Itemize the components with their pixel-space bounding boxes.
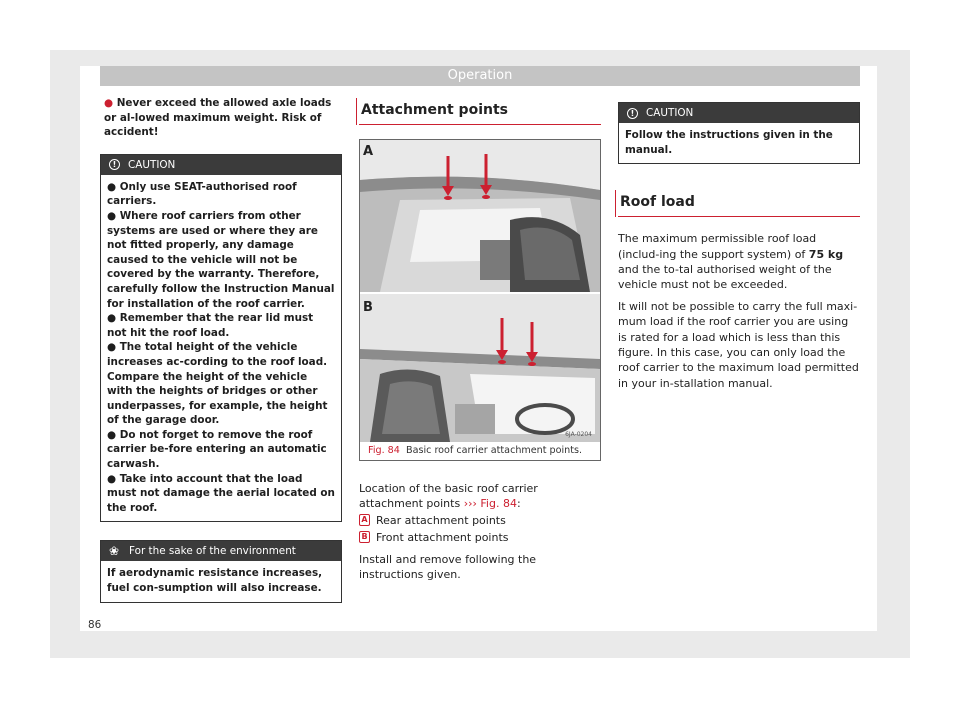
caution-item: ● Do not forget to remove the roof carrier be-fore entering an automatic carwash. bbox=[107, 428, 327, 471]
figure-reference-link[interactable]: ››› Fig. 84 bbox=[463, 497, 517, 511]
right-caution-box bbox=[618, 102, 860, 164]
roof-load-heading: Roof load bbox=[618, 188, 860, 217]
section-header: Operation bbox=[100, 66, 860, 86]
right-caution-header bbox=[619, 103, 859, 123]
caution-icon: ! bbox=[627, 108, 638, 119]
roof-load-para1: The maximum permissible roof load (includ-ing the support system) of 75 kg and the to-tal authorised weight of the vehicle must not be exceeded. bbox=[618, 232, 844, 292]
legend-key-b: B bbox=[359, 531, 370, 543]
warning-top bbox=[100, 96, 342, 140]
right-caution-body: Follow the instructions given in the manual. bbox=[625, 129, 833, 156]
environment-body: If aerodynamic resistance increases, fuel con-sumption will also increase. bbox=[107, 567, 323, 595]
environment-icon: ❀ bbox=[109, 544, 120, 559]
max-load-value: 75 kg bbox=[808, 247, 844, 261]
attachment-heading: Attachment points bbox=[359, 96, 601, 125]
figure-panel-a bbox=[360, 140, 600, 292]
legend-key-a: A bbox=[359, 514, 370, 526]
caution-item: ● Remember that the rear lid must not hit the roof load. bbox=[107, 312, 314, 339]
caution-item: ● Where roof carriers from other systems are used or where they are not fitted properly, any damage caused to the vehicle will not be covered by the warranty. Therefore, carefully follow the Instruction Manual for installation of the roof carrier. bbox=[107, 209, 335, 310]
attachment-intro: Location of the basic roof carrier attachment points ››› Fig. 84: bbox=[359, 482, 538, 511]
bullet-dot: ● bbox=[104, 97, 114, 109]
figure-code: 6JA-0204 bbox=[565, 431, 592, 438]
caution-icon: ! bbox=[109, 159, 120, 170]
caution-title: CAUTION bbox=[128, 158, 176, 171]
figure-number: Fig. 84 bbox=[368, 445, 400, 456]
caution-box bbox=[100, 154, 342, 523]
caution-item: ● The total height of the vehicle increases ac-cording to the roof load. Compare the height of the vehicle with the heights of bridges or other underpasses, for example, the height of the garage door. bbox=[107, 341, 328, 427]
page-number: 86 bbox=[88, 619, 102, 631]
figure-84 bbox=[359, 139, 601, 461]
legend-item-a bbox=[359, 512, 601, 529]
legend-text-a: Rear attachment points bbox=[376, 513, 506, 527]
environment-title: For the sake of the environment bbox=[129, 545, 296, 558]
legend-item-b bbox=[359, 529, 601, 546]
warning-top-text: Never exceed the allowed axle loads or al-lowed maximum weight. Risk of accident! bbox=[104, 97, 332, 139]
environment-box bbox=[100, 540, 342, 602]
figure-label-b: B bbox=[363, 300, 373, 315]
figure-panel-b bbox=[360, 294, 600, 442]
caution-item: ● Only use SEAT-authorised roof carriers. bbox=[107, 180, 297, 208]
figure-label-a: A bbox=[363, 144, 374, 159]
middle-column bbox=[359, 96, 601, 583]
attachment-outro: Install and remove following the instructions given. bbox=[359, 552, 537, 582]
left-column bbox=[100, 96, 342, 603]
caution-item: ● Take into account that the load must not damage the aerial located on the roof. bbox=[107, 472, 335, 514]
figure-caption-text: Basic roof carrier attachment points. bbox=[406, 445, 583, 456]
figure-caption bbox=[368, 445, 582, 456]
environment-header bbox=[101, 541, 341, 561]
right-column bbox=[618, 96, 860, 391]
caution-header bbox=[101, 155, 341, 175]
right-caution-title: CAUTION bbox=[646, 107, 694, 119]
legend-text-b: Front attachment points bbox=[376, 530, 509, 544]
roof-load-para2: It will not be possible to carry the full maxi-mum load if the roof carrier you are using is rated for a load which is less than this figure. In this case, you can only load the roof carrier to the maximum load permitted in your in-stallation manual. bbox=[618, 299, 859, 390]
caution-body bbox=[101, 175, 341, 522]
